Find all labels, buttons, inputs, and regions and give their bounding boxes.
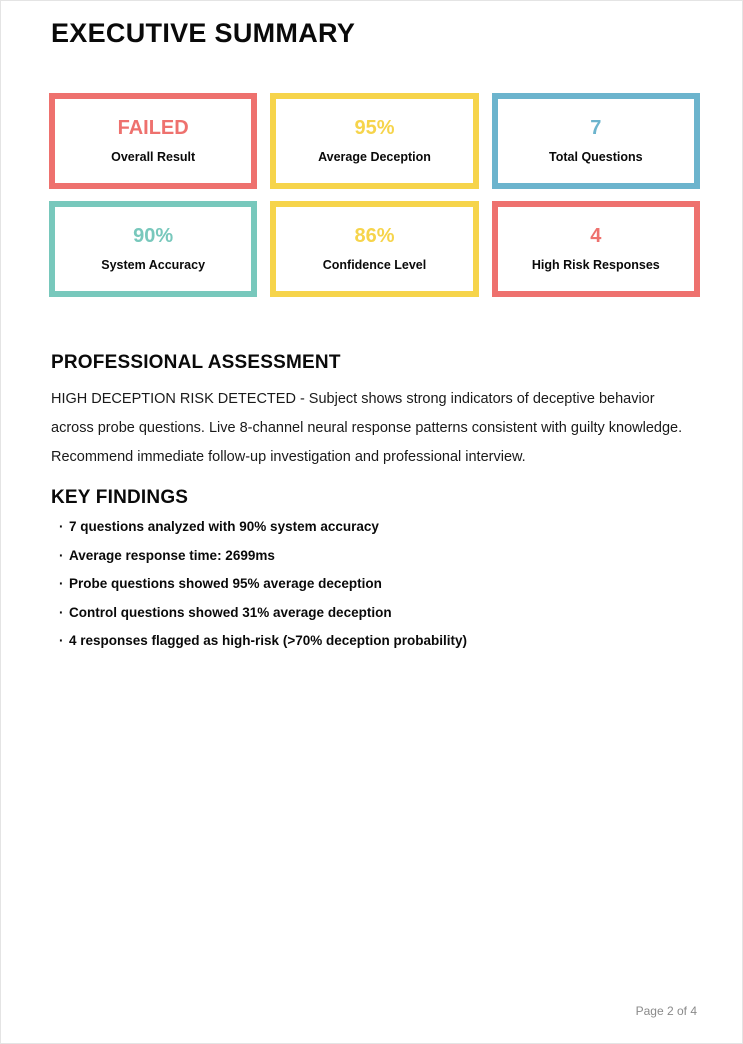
metrics-grid xyxy=(49,93,700,297)
page-number: Page 2 of 4 xyxy=(635,1004,697,1018)
metric-value: 7 xyxy=(590,117,602,140)
finding-item: · Average response time: 2699ms xyxy=(51,549,691,563)
professional-assessment-body: HIGH DECEPTION RISK DETECTED - Subject shows strong indicators of deceptive behavior across probe questions. Live 8-channel neural response patterns consistent with guilty knowledge. Recommend immediate follow-up investigation and professional interview. xyxy=(51,391,683,465)
key-findings-list xyxy=(51,520,691,663)
page-title: EXECUTIVE SUMMARY xyxy=(51,18,356,48)
metric-label: Total Questions xyxy=(549,150,643,165)
metric-card-high-risk-responses xyxy=(492,201,700,297)
finding-item: · Probe questions showed 95% average deception xyxy=(51,577,691,591)
metric-label: Overall Result xyxy=(111,150,196,165)
key-findings-heading: KEY FINDINGS xyxy=(51,487,189,508)
metric-card-confidence-level xyxy=(270,201,478,297)
finding-item: · Control questions showed 31% average deception xyxy=(51,606,691,620)
metric-value: FAILED xyxy=(117,117,189,140)
professional-assessment-heading: PROFESSIONAL ASSESSMENT xyxy=(51,352,341,373)
metric-card-system-accuracy xyxy=(49,201,257,297)
metric-value: 86% xyxy=(354,225,395,248)
metric-label: Average Deception xyxy=(318,150,431,165)
metric-value: 95% xyxy=(354,117,395,140)
metric-card-total-questions xyxy=(492,93,700,189)
metric-label: System Accuracy xyxy=(101,258,206,273)
metric-label: High Risk Responses xyxy=(531,258,660,273)
metric-label: Confidence Level xyxy=(322,258,427,273)
metric-value: 90% xyxy=(133,225,174,248)
metric-value: 4 xyxy=(590,225,602,248)
metric-card-average-deception xyxy=(270,93,478,189)
finding-item: · 7 questions analyzed with 90% system accuracy xyxy=(51,520,691,534)
metric-card-overall-result xyxy=(49,93,257,189)
finding-item: · 4 responses flagged as high-risk (>70% deception probability) xyxy=(51,634,691,648)
